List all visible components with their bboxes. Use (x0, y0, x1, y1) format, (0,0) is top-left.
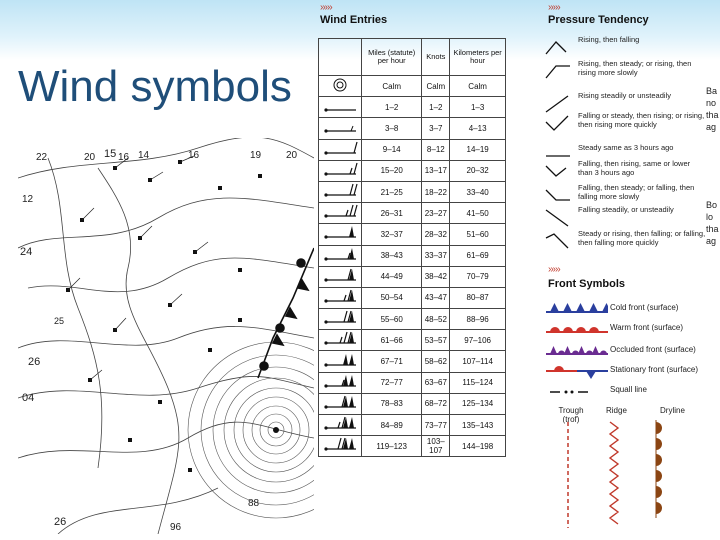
wind-cell-miles: 84–89 (362, 415, 422, 436)
wind-cell-miles: 67–71 (362, 351, 422, 372)
wind-cell-knots: 43–47 (422, 287, 450, 308)
wind-cell-miles: 61–66 (362, 330, 422, 351)
wind-row (319, 393, 506, 414)
wind-row (319, 436, 506, 457)
wind-row (319, 309, 506, 330)
pressure-tendency-label: Steady or rising, then falling; or falling, then falling more quickly (578, 229, 706, 247)
wind-row (319, 415, 506, 436)
pressure-tendency-item (544, 60, 704, 82)
wind-barb-icon (319, 160, 362, 181)
wind-cell-km: 20–32 (450, 160, 506, 181)
tendency-glyph-icon (544, 162, 572, 182)
front-symbol-icon (546, 382, 608, 400)
weather-map-drawing (18, 138, 314, 534)
wind-barb-icon (319, 266, 362, 287)
map-label: 96 (170, 522, 182, 533)
wind-row (319, 139, 506, 160)
front-lower-drawing (548, 418, 708, 538)
wind-header-km: Kilometers per hour (450, 39, 506, 76)
map-label: 26 (28, 356, 41, 368)
pressure-side-note: ag (706, 236, 717, 246)
map-label: 25 (54, 316, 65, 326)
wind-cell-km: 1–3 (450, 97, 506, 118)
tendency-glyph-icon (544, 114, 572, 134)
map-label: 04 (22, 392, 35, 404)
front-symbol-label: Occluded front (surface) (610, 345, 696, 354)
wind-cell-km: 125–134 (450, 393, 506, 414)
front-symbol-icon (546, 320, 608, 338)
wind-cell-knots: 38–42 (422, 266, 450, 287)
wind-cell-miles: 38–43 (362, 245, 422, 266)
front-symbol-icon (546, 342, 608, 360)
wind-cell-knots: 73–77 (422, 415, 450, 436)
map-label: 88 (248, 498, 260, 509)
wind-cell-km: 115–124 (450, 372, 506, 393)
wind-cell-knots: 48–52 (422, 309, 450, 330)
wind-row (319, 160, 506, 181)
pressure-tendency-item (544, 112, 704, 134)
front-symbol-icon (546, 300, 608, 318)
front-symbol-label: Cold front (surface) (610, 303, 679, 312)
front-symbol-item (546, 382, 716, 400)
wind-cell-km: 51–60 (450, 224, 506, 245)
pressure-tendency-label: Rising, then falling (578, 35, 640, 44)
pressure-tendency-label: Falling or steady, then rising; or rising, then rising more quickly (578, 111, 705, 129)
wind-barb-icon (319, 97, 362, 118)
wind-cell-km: 70–79 (450, 266, 506, 287)
front-symbol-item (546, 342, 716, 360)
front-symbol-item (546, 320, 716, 338)
wind-cell-miles: 50–54 (362, 287, 422, 308)
wind-header-knots: Knots (422, 39, 450, 76)
pressure-tendency-title: Pressure Tendency (548, 14, 649, 26)
wind-cell-knots: 58–62 (422, 351, 450, 372)
wind-barb-icon (319, 181, 362, 202)
wind-header-miles: Miles (statute) per hour (362, 39, 422, 76)
wind-barb-icon (319, 330, 362, 351)
wind-header-symbol (319, 39, 362, 76)
wind-cell-miles: 44–49 (362, 266, 422, 287)
wind-cell-knots: 18–22 (422, 181, 450, 202)
weather-map (18, 138, 314, 534)
wind-row (319, 287, 506, 308)
map-label: 15 (104, 148, 117, 160)
pressure-chevrons: ››››› (548, 2, 560, 13)
pressure-tendency-item (544, 206, 704, 228)
pressure-side-note: ag (706, 122, 717, 132)
wind-row (319, 76, 506, 97)
wind-cell-km: 97–106 (450, 330, 506, 351)
wind-chevrons: ››››› (320, 2, 332, 13)
wind-barb-icon (319, 287, 362, 308)
wind-cell-km: 144–198 (450, 436, 506, 457)
pressure-side-note: tha (706, 224, 719, 234)
pressure-tendency-label: Falling, then steady; or falling, then falling more slowly (578, 183, 695, 201)
front-symbol-label: Warm front (surface) (610, 323, 684, 332)
tendency-glyph-icon (544, 62, 572, 82)
wind-cell-miles: Calm (362, 76, 422, 97)
dryline-label: Dryline (660, 406, 685, 415)
map-label: 24 (20, 246, 33, 258)
map-label: 26 (54, 516, 67, 528)
wind-cell-km: 4–13 (450, 118, 506, 139)
wind-row (319, 372, 506, 393)
wind-barb-icon (319, 415, 362, 436)
pressure-tendency-item (544, 184, 704, 206)
wind-row (319, 266, 506, 287)
wind-cell-km: Calm (450, 76, 506, 97)
wind-cell-miles: 32–37 (362, 224, 422, 245)
tendency-glyph-icon (544, 94, 572, 114)
wind-row (319, 245, 506, 266)
wind-barb-icon (319, 203, 362, 224)
wind-cell-miles: 15–20 (362, 160, 422, 181)
front-symbol-item (546, 300, 716, 318)
map-label: 20 (84, 152, 96, 163)
front-symbol-label: Stationary front (surface) (610, 365, 699, 374)
wind-row (319, 97, 506, 118)
wind-cell-knots: 68–72 (422, 393, 450, 414)
wind-barb-icon (319, 76, 362, 97)
front-chevrons: ››››› (548, 264, 560, 275)
wind-cell-km: 41–50 (450, 203, 506, 224)
front-symbol-label: Squall line (610, 385, 647, 394)
pressure-tendency-label: Rising, then steady; or rising, then rising more slowly (578, 59, 692, 77)
wind-cell-knots: 63–67 (422, 372, 450, 393)
front-symbol-item (546, 362, 716, 380)
front-symbols-title: Front Symbols (548, 278, 626, 290)
wind-row (319, 351, 506, 372)
wind-cell-miles: 119–123 (362, 436, 422, 457)
wind-cell-knots: 23–27 (422, 203, 450, 224)
wind-cell-miles: 3–8 (362, 118, 422, 139)
map-label: 14 (138, 150, 150, 161)
pressure-side-note: tha (706, 110, 719, 120)
wind-cell-km: 14–19 (450, 139, 506, 160)
wind-cell-miles: 55–60 (362, 309, 422, 330)
wind-cell-knots: 33–37 (422, 245, 450, 266)
wind-cell-miles: 21–25 (362, 181, 422, 202)
wind-row (319, 203, 506, 224)
trough-label: Trough (trof) (558, 406, 584, 424)
wind-barb-icon (319, 309, 362, 330)
wind-row (319, 330, 506, 351)
wind-cell-miles: 26–31 (362, 203, 422, 224)
pressure-side-note: Ba (706, 86, 718, 96)
wind-entries-title: Wind Entries (320, 14, 388, 26)
pressure-tendency-label: Steady same as 3 hours ago (578, 143, 674, 152)
wind-cell-knots: 8–12 (422, 139, 450, 160)
wind-cell-knots: 28–32 (422, 224, 450, 245)
tendency-glyph-icon (544, 186, 572, 206)
map-label: 19 (250, 150, 262, 161)
wind-barb-icon (319, 393, 362, 414)
wind-cell-km: 135–143 (450, 415, 506, 436)
wind-barb-icon (319, 351, 362, 372)
tendency-glyph-icon (544, 208, 572, 228)
pressure-side-note: Bo (706, 200, 718, 210)
ridge-label: Ridge (606, 406, 627, 415)
wind-cell-knots: 3–7 (422, 118, 450, 139)
wind-cell-km: 80–87 (450, 287, 506, 308)
pressure-tendency-item (544, 230, 704, 252)
wind-cell-km: 107–114 (450, 351, 506, 372)
wind-cell-knots: 103–107 (422, 436, 450, 457)
map-label: 22 (36, 152, 48, 163)
wind-barb-icon (319, 118, 362, 139)
pressure-side-note: no (706, 98, 717, 108)
wind-cell-knots: 1–2 (422, 97, 450, 118)
wind-barb-icon (319, 245, 362, 266)
tendency-glyph-icon (544, 232, 572, 252)
wind-cell-miles: 9–14 (362, 139, 422, 160)
pressure-tendency-item (544, 160, 704, 182)
pressure-tendency-label: Falling, then rising, same or lower than 3 hours ago (578, 159, 691, 177)
wind-cell-km: 33–40 (450, 181, 506, 202)
map-label: 16 (188, 150, 200, 161)
wind-barb-icon (319, 224, 362, 245)
wind-entries-table (318, 38, 506, 457)
pressure-tendency-label: Falling steadily, or unsteadily (578, 205, 674, 214)
wind-cell-miles: 72–77 (362, 372, 422, 393)
wind-cell-miles: 1–2 (362, 97, 422, 118)
wind-row (319, 224, 506, 245)
wind-barb-icon (319, 436, 362, 457)
front-symbol-icon (546, 362, 608, 380)
pressure-side-note: lo (706, 212, 714, 222)
map-label: 12 (22, 194, 34, 205)
pressure-tendency-label: Rising steadily or unsteadily (578, 91, 671, 100)
wind-cell-knots: 53–57 (422, 330, 450, 351)
map-label: 20 (286, 150, 298, 161)
wind-cell-km: 88–96 (450, 309, 506, 330)
wind-cell-km: 61–69 (450, 245, 506, 266)
wind-row (319, 118, 506, 139)
map-label: 16 (118, 152, 130, 163)
wind-barb-icon (319, 372, 362, 393)
wind-cell-miles: 78–83 (362, 393, 422, 414)
slide-title: Wind symbols (18, 62, 292, 111)
wind-cell-knots: Calm (422, 76, 450, 97)
tendency-glyph-icon (544, 38, 572, 58)
pressure-tendency-item (544, 36, 704, 58)
wind-barb-icon (319, 139, 362, 160)
wind-row (319, 181, 506, 202)
wind-cell-knots: 13–17 (422, 160, 450, 181)
